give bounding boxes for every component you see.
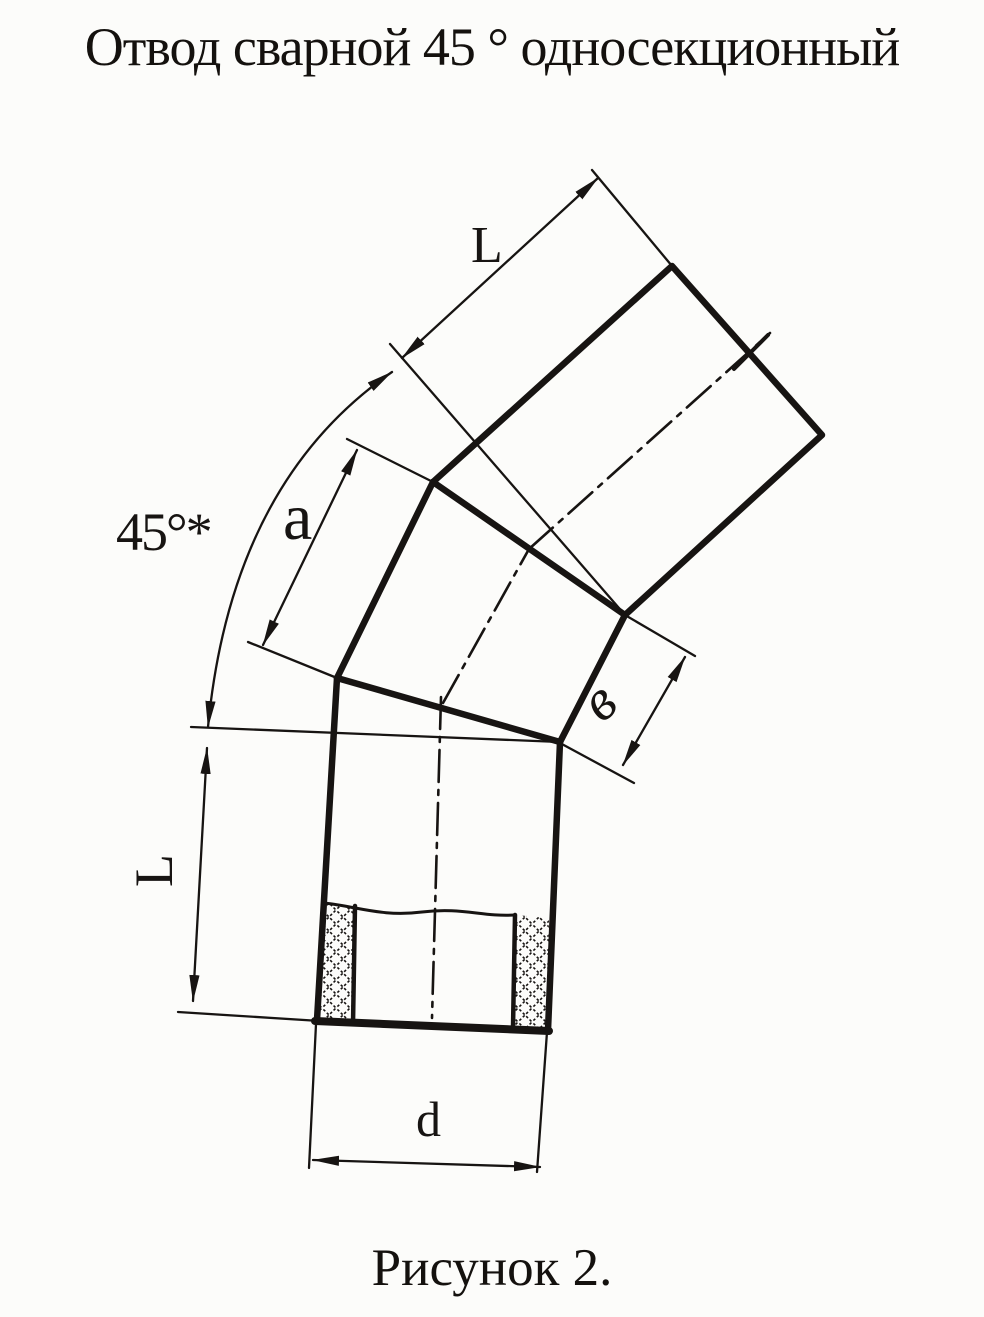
label-length-bottom: L — [124, 854, 184, 887]
drawing-labels — [116, 217, 629, 1147]
weld-joint-upper — [433, 482, 625, 615]
label-segment-edge-width: в — [567, 668, 630, 734]
extension-line-a-lower — [248, 642, 337, 678]
extension-line-b-upper — [625, 615, 695, 656]
figure-caption: Рисунок 2. — [371, 1239, 613, 1297]
label-diameter: d — [416, 1091, 441, 1147]
weld-joint-lower — [337, 678, 560, 742]
middle-section-left-edge — [337, 482, 433, 678]
centerline-bottom-section — [432, 697, 441, 1018]
extension-line-a-upper — [347, 439, 433, 482]
right-inner-bore-line — [513, 915, 515, 1028]
extension-line-d-right — [537, 1032, 547, 1172]
label-length-top: L — [471, 217, 503, 274]
page-title: Отвод сварной 45 ° односекционный — [84, 17, 900, 77]
dimension-a — [248, 439, 433, 678]
right-wall-hatch — [514, 915, 549, 1029]
dimension-line-d — [313, 1160, 540, 1167]
extension-line-d-left — [309, 1024, 316, 1168]
left-inner-bore-line — [353, 906, 355, 1024]
dimension-line-L-left — [193, 748, 207, 1001]
dimension-L-left — [178, 727, 560, 1021]
extension-line-bottom-face — [178, 1012, 320, 1021]
drawing-linework — [178, 170, 822, 1172]
extension-line-end-face — [592, 170, 672, 266]
centerline-middle-section — [443, 549, 529, 703]
label-bend-angle: 45°* — [116, 502, 211, 562]
extension-line-upper-weld — [390, 344, 625, 615]
bottom-section-right-wall — [548, 742, 560, 1030]
pipe-section-top — [433, 266, 822, 615]
top-section-outline — [433, 266, 822, 615]
label-segment-outer-length: a — [283, 481, 313, 554]
dimension-line-b — [623, 657, 685, 765]
